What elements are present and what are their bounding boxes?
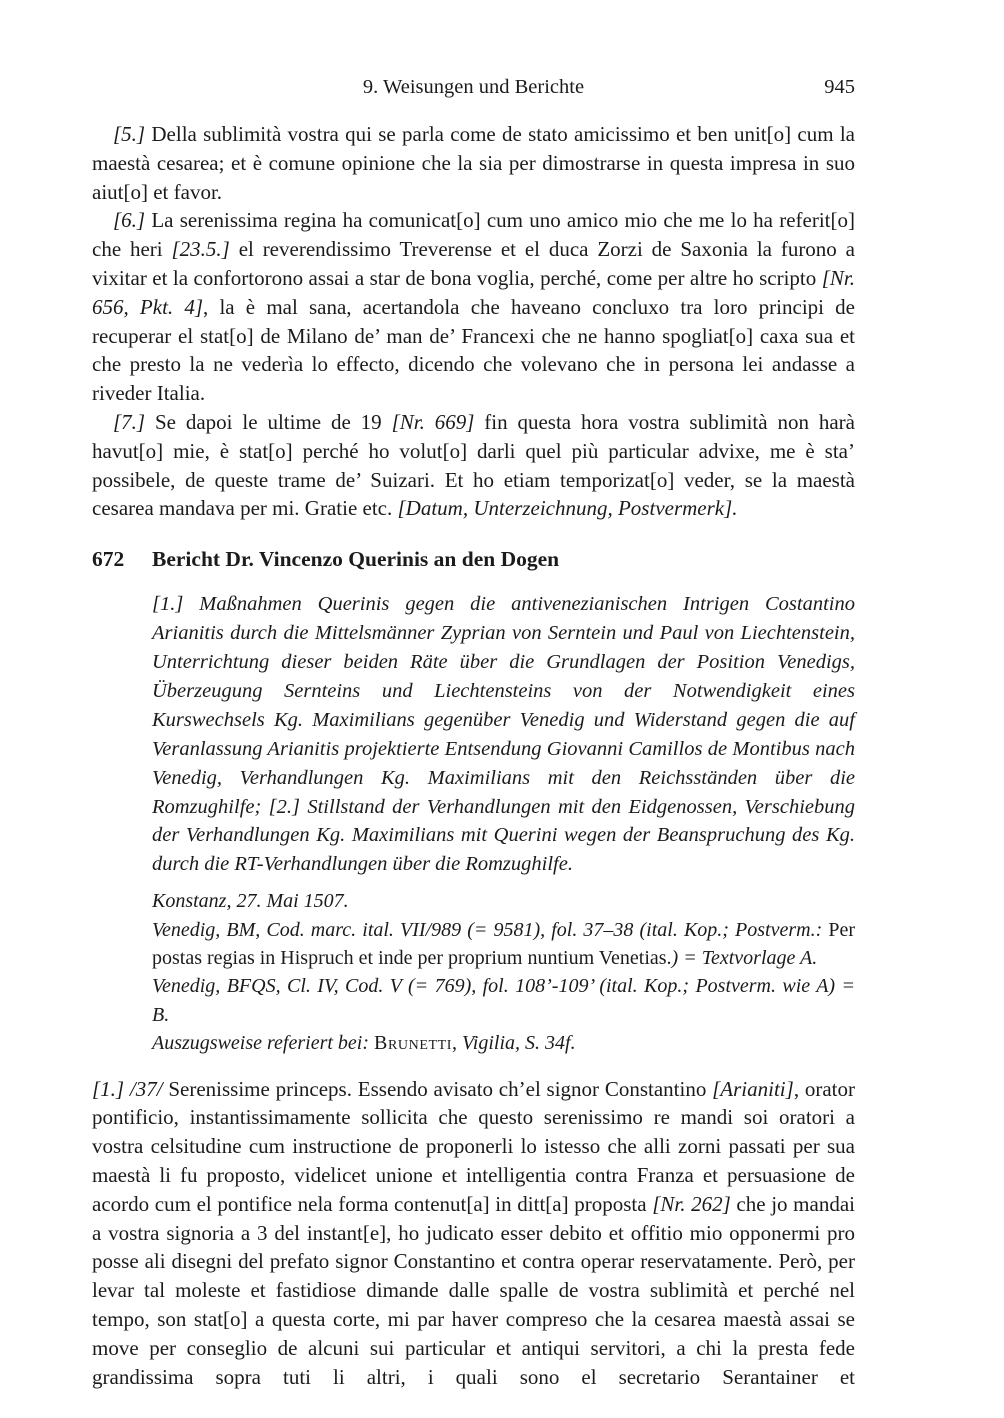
entry-summary: [1.] Maßnahmen Querinis gegen die antivenezianischen Intrigen Costantino Arianitis durch die Mittelsmänner Zyprian von Serntein und Paul von Liechtenstein, Unterrichtung dieser beiden Räte über die Grundlagen der Position Venedigs, Überzeugung Sernteins und Liechtensteins von der Notwendigkeit eines Kurswechsels Kg. Maximilians gegenüber Venedig und Widerstand gegen die auf Veranlassung Arianitis projektierte Entsendung Giovanni Camillos de Montibus nach Venedig, Verhandlungen Kg. Maximilians mit den Reichsständen über die Romzughilfe; [2.] Stillstand der Verhandlungen mit den Eidgenossen, Verschiebung der Verhandlungen Kg. Maximilians mit Querini wegen der Beanspruchung des Kg. durch die RT-Verhandlungen über die Romzughilfe. <box>152 593 855 876</box>
running-header <box>92 76 855 103</box>
intro-paragraph-5: [5.] Della sublimità vostra qui se parla come de stato amicissimo et ben unit[o] cum la maestà cesarea; et è comune opinione che la sia per dimostrarse in questa impresa in suo aiut[o] et favor. <box>92 122 855 204</box>
entry-title: Bericht Dr. Vincenzo Querinis an den Dogen <box>152 547 560 572</box>
intro-paragraph-6: [6.] La serenissima regina ha comunicat[o] cum uno amico mio che me lo ha referit[o] che heri [23.5.] el reverendissimo Treverense et el duca Zorzi de Saxonia la furono a vixitar et la confortorono assai a star de bona voglia, perché, come per altre ho scripto [Nr. 656, Pkt. 4], la è mal sana, acertandola che haveano concluxo tra loro principi de recuperar el stat[o] de Milano de’ man de’ Francexi che ne hanno spogliat[o] caxa sua et che presto la ne vederìa lo effecto, dicendo che volevano che in persona lei andasse a riveder Italia. <box>92 208 855 406</box>
entry-references: Auszugsweise referiert bei: Brunetti, Vigilia, S. 34f. <box>152 1032 576 1055</box>
entry-source-b: Venedig, BFQS, Cl. IV, Cod. V (= 769), fol. 108’-109’ (ital. Kop.; Postverm. wie A) = B. <box>152 975 855 1026</box>
running-header-title: 9. Weisungen und Berichte <box>362 76 585 98</box>
text-block <box>92 76 855 1391</box>
page-number: 945 <box>824 76 855 98</box>
entry-heading <box>92 545 855 574</box>
source-block <box>152 887 855 1057</box>
entry-number: 672 <box>92 547 125 572</box>
report-paragraph: [1.] /37/ Serenissime princeps. Essendo avisato ch’el signor Constantino [Arianiti], orator pontificio, instantissimamente sollicita che questo serenissimo re mandi soi oratori a vostra celsitudine cum instructione de proponerli lo istesso che alli zorni passati per sua maestà li fu proposto, videlicet unione et intelligentia contra Franza et persuasione de acordo cum el pontifice nela forma contenut[a] in ditt[a] proposta [Nr. 262] che jo mandai a vostra signoria a 3 del instant[e], ho judicato esser debito et offitio mio opponermi pro posse ali disegni del prefato signor Constantino et contra operar reservatamente. Però, per levar tal moleste et fastidiose dimande dalle spalle de vostra sublimità et perché nel tempo, son stat[o] a questa corte, mi par haver compreso che la cesarea maestà assai se move per conseglio de alcuni sui particular et antiqui servitori, a chi la presta fede grandissima sopra tuti li altri, i quali sono el secretario Serantainer et <box>92 1076 855 1389</box>
entry-source-a: Venedig, BM, Cod. marc. ital. VII/989 (= 9581), fol. 37–38 (ital. Kop.; Postverm.: Per postas regias in Hispruch et inde per proprium nuntium Venetias.) = Textvorlage A. <box>152 918 855 970</box>
intro-paragraph-7: [7.] Se dapoi le ultime de 19 [Nr. 669] fin questa hora vostra sublimità non harà havut[o] mie, è stat[o] perché ho volut[o] darli quel più particular advixe, me è sta’ possibele, de queste trame de’ Suizari. Et ho etiam temporizat[o] veder, se la maestà cesarea mandava per mi. Gratie etc. [Datum, Unterzeichnung, Postvermerk]. <box>92 409 855 521</box>
entry-dateline: Konstanz, 27. Mai 1507. <box>152 890 349 913</box>
